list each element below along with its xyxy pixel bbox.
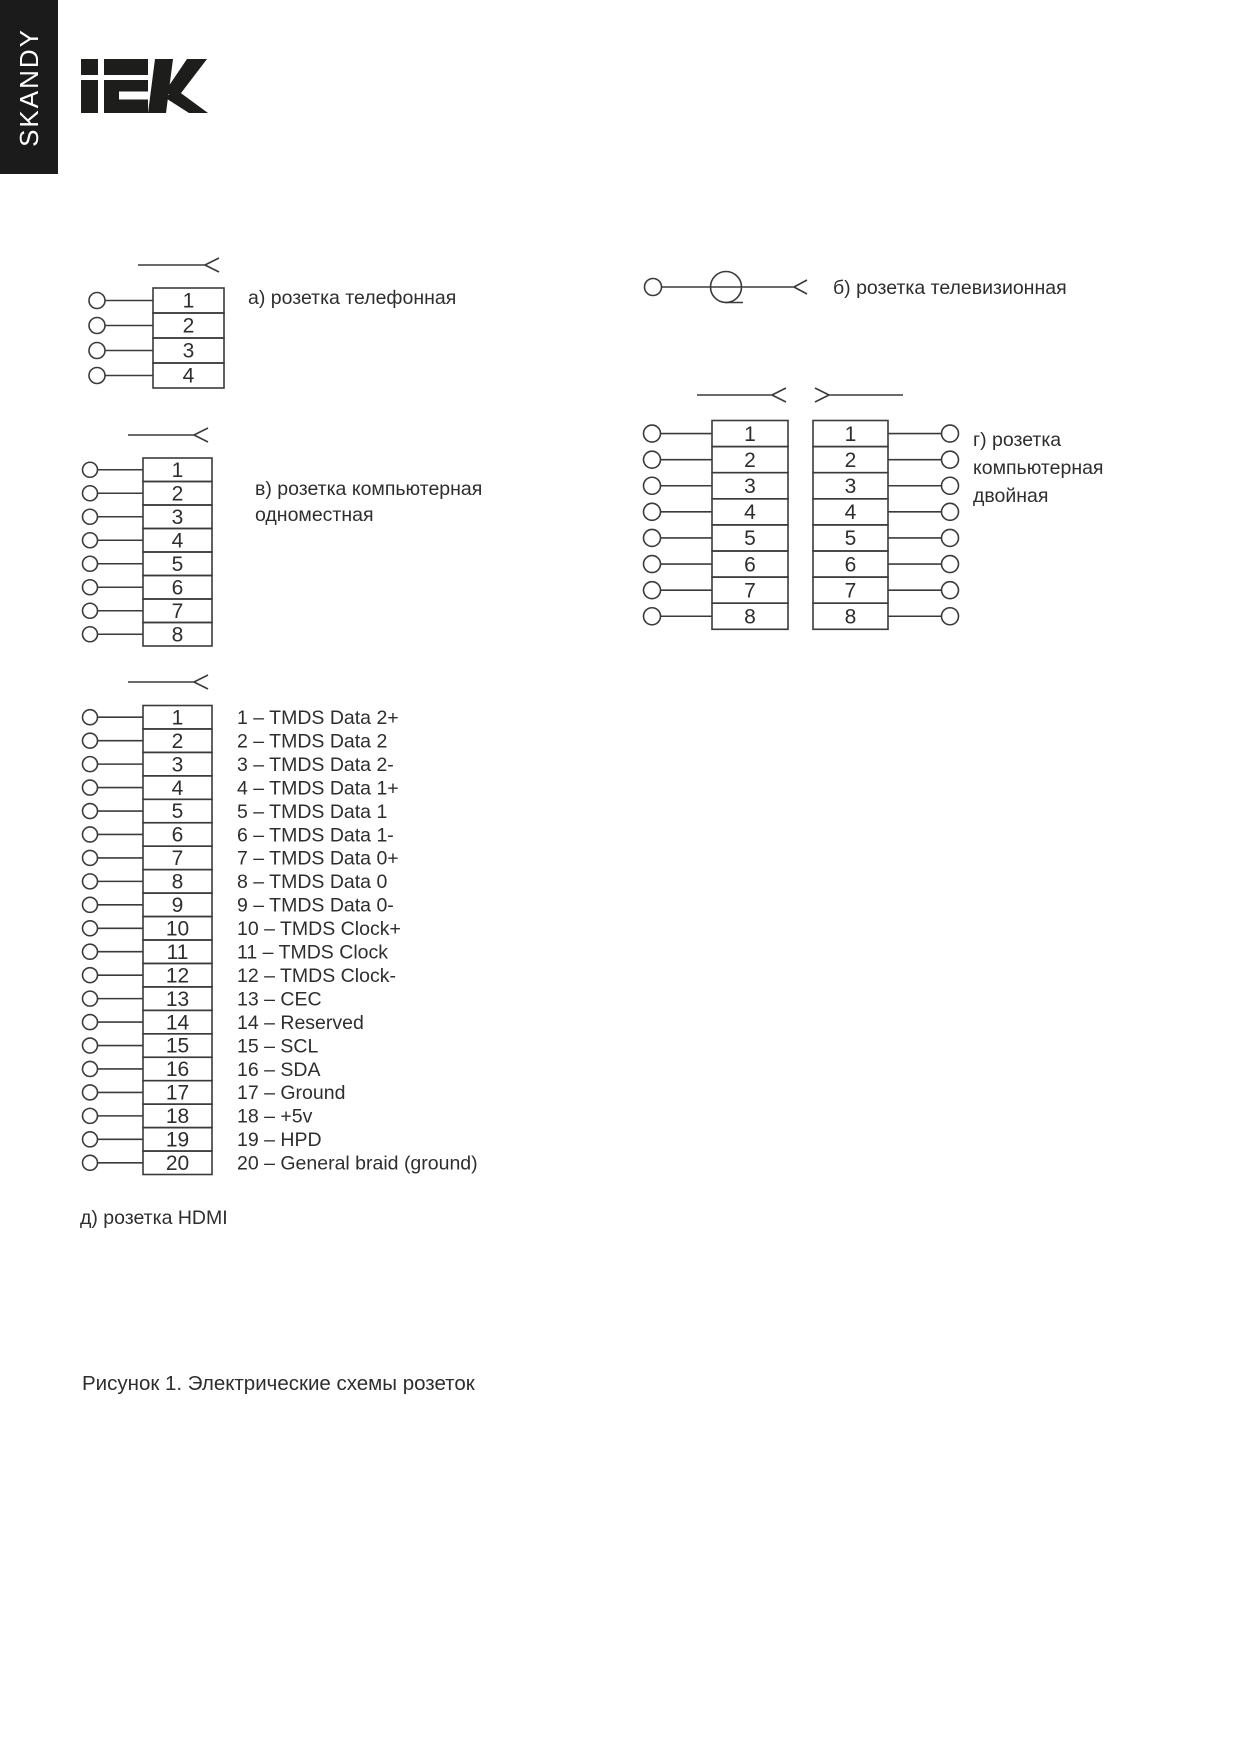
pin-description: 5 – TMDS Data 1 (237, 800, 388, 823)
terminal-circle (644, 608, 661, 625)
pin-number: 6 (171, 576, 184, 600)
plug-symbol-arm (205, 258, 219, 265)
pin-number: 16 (165, 1058, 190, 1082)
terminal-circle (942, 425, 959, 442)
pin-description: 9 – TMDS Data 0- (237, 894, 394, 917)
terminal-circle (942, 451, 959, 468)
pin-number: 3 (844, 474, 857, 498)
pin-number: 1 (171, 458, 184, 482)
pin-number: 7 (171, 599, 184, 623)
pin-number: 1 (744, 422, 756, 446)
pin-number: 10 (165, 917, 190, 941)
diagram-a-label: а) розетка телефонная (248, 287, 457, 309)
pin-description: 13 – CEC (237, 988, 322, 1011)
terminal-circle (83, 1085, 98, 1100)
pin-description: 17 – Ground (237, 1082, 346, 1105)
diagram-b-label: б) розетка телевизионная (833, 277, 1067, 299)
terminal-circle (83, 486, 98, 501)
terminal-circle (83, 968, 98, 983)
pin-number: 8 (744, 605, 756, 629)
pin-number: 8 (171, 870, 184, 894)
terminal-circle (83, 1155, 98, 1170)
terminal-circle (83, 1015, 98, 1030)
terminal-circle (83, 1038, 98, 1053)
plug-symbol-arm (194, 675, 208, 682)
pin-number: 17 (165, 1081, 190, 1105)
plug-symbol-arm (794, 280, 807, 287)
pin-number: 4 (744, 501, 756, 525)
terminal-circle (83, 780, 98, 795)
pin-number: 7 (744, 579, 756, 603)
pin-number: 4 (844, 501, 857, 525)
pin-number: 20 (165, 1151, 190, 1175)
pin-number: 2 (171, 482, 184, 506)
plug-symbol-arm (772, 388, 786, 395)
terminal-circle (83, 533, 98, 548)
terminal-circle (942, 582, 959, 599)
terminal-circle (83, 827, 98, 842)
pin-number: 11 (166, 940, 189, 964)
terminal-circle (83, 627, 98, 642)
pin-description: 19 – HPD (237, 1129, 322, 1152)
diagram-v-label-line1: в) розетка компьютерная (255, 478, 483, 500)
terminal-circle (83, 733, 98, 748)
pin-description: 6 – TMDS Data 1- (237, 824, 394, 847)
terminal-circle (83, 603, 98, 618)
terminal-circle (83, 1108, 98, 1123)
pin-number: 5 (844, 527, 857, 551)
pin-description: 11 – TMDS Clock (237, 941, 388, 964)
pin-number: 1 (171, 706, 184, 730)
terminal-circle (83, 757, 98, 772)
diagram-v-label (255, 477, 482, 528)
pin-number: 1 (182, 289, 195, 313)
diagram-g-label (973, 426, 1104, 510)
pin-description: 2 – TMDS Data 2 (237, 730, 388, 753)
pin-number: 13 (165, 987, 190, 1011)
skandy-vertical-label: SKANDY (13, 27, 44, 147)
pin-number: 5 (171, 800, 184, 824)
plug-symbol-arm (815, 388, 829, 395)
terminal-circle (645, 279, 662, 296)
terminal-circle (83, 556, 98, 571)
terminal-circle (83, 944, 98, 959)
pin-number: 14 (165, 1011, 190, 1035)
pin-number: 6 (171, 823, 184, 847)
plug-symbol-arm (194, 682, 208, 689)
terminal-circle (942, 477, 959, 494)
terminal-circle (942, 556, 959, 573)
terminal-circle (942, 503, 959, 520)
terminal-circle (89, 368, 105, 384)
terminal-circle (644, 582, 661, 599)
terminal-circle (83, 874, 98, 889)
pin-number: 2 (171, 729, 184, 753)
terminal-circle (644, 477, 661, 494)
terminal-circle (644, 503, 661, 520)
pin-number: 12 (165, 964, 190, 988)
pin-description: 10 – TMDS Clock+ (237, 918, 401, 941)
plug-symbol-arm (194, 428, 208, 435)
terminal-circle (83, 509, 98, 524)
pin-number: 15 (165, 1034, 190, 1058)
diagram-g-label-line1: г) розетка (973, 429, 1062, 451)
pin-number: 3 (171, 753, 184, 777)
terminal-circle (83, 804, 98, 819)
terminal-circle (942, 608, 959, 625)
pin-number: 5 (744, 527, 756, 551)
terminal-circle (83, 921, 98, 936)
pin-description: 12 – TMDS Clock- (237, 964, 396, 987)
pin-description: 16 – SDA (237, 1058, 321, 1081)
pin-number: 2 (744, 448, 756, 472)
pin-number: 8 (171, 623, 184, 647)
terminal-circle (83, 580, 98, 595)
pin-number: 4 (182, 364, 195, 388)
terminal-circle (89, 343, 105, 359)
terminal-circle (83, 850, 98, 865)
pin-number: 3 (744, 474, 756, 498)
pin-number: 18 (165, 1105, 190, 1129)
plug-symbol-arm (772, 395, 786, 402)
pin-number: 3 (171, 505, 184, 529)
terminal-circle (83, 462, 98, 477)
pin-number: 5 (171, 552, 184, 576)
terminal-circle (644, 425, 661, 442)
terminal-circle (644, 451, 661, 468)
terminal-circle (83, 1061, 98, 1076)
pin-number: 8 (844, 605, 857, 629)
pin-number: 6 (844, 553, 857, 577)
pin-description: 4 – TMDS Data 1+ (237, 777, 399, 800)
diagram-g-label-line3: двойная (973, 485, 1049, 507)
terminal-circle (89, 318, 105, 334)
pin-description: 1 – TMDS Data 2+ (237, 707, 399, 730)
plug-symbol-arm (815, 395, 829, 402)
pin-number: 1 (844, 422, 857, 446)
diagram-v-label-line2: одноместная (255, 503, 374, 526)
pin-number: 3 (182, 339, 195, 363)
pin-description: 8 – TMDS Data 0 (237, 871, 388, 894)
terminal-circle (83, 710, 98, 725)
pin-number: 6 (744, 553, 756, 577)
figure-caption: Рисунок 1. Электрические схемы розеток (82, 1372, 475, 1395)
pin-number: 2 (182, 314, 195, 338)
pin-description: 7 – TMDS Data 0+ (237, 847, 399, 870)
pin-number: 7 (171, 847, 184, 871)
pin-number: 4 (171, 776, 184, 800)
plug-symbol-arm (194, 435, 208, 442)
diagram-g-label-line2: компьютерная (973, 457, 1104, 479)
pin-number: 4 (171, 529, 184, 553)
terminal-circle (644, 556, 661, 573)
pin-description: 3 – TMDS Data 2- (237, 753, 394, 776)
terminal-circle (83, 991, 98, 1006)
pin-number: 9 (171, 894, 184, 918)
pin-description: 18 – +5v (237, 1105, 313, 1128)
diagram-d-label: д) розетка HDMI (80, 1207, 228, 1229)
plug-symbol-arm (205, 265, 219, 272)
pin-number: 19 (165, 1128, 190, 1152)
terminal-circle (644, 529, 661, 546)
pin-number: 7 (844, 579, 857, 603)
terminal-circle (89, 293, 105, 309)
terminal-circle (83, 897, 98, 912)
terminal-circle (83, 1132, 98, 1147)
pin-description: 20 – General braid (ground) (237, 1152, 478, 1175)
pin-description: 15 – SCL (237, 1035, 319, 1058)
pin-description: 14 – Reserved (237, 1011, 364, 1034)
terminal-circle (942, 529, 959, 546)
plug-symbol-arm (794, 287, 807, 294)
pin-number: 2 (844, 448, 857, 472)
